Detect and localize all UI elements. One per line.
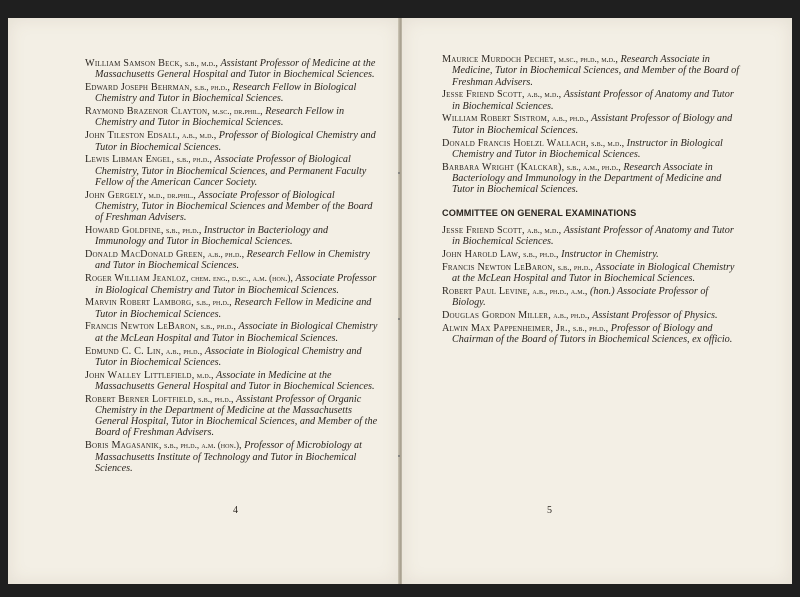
staff-position: Associate in Biological Chemistry at the McLean Hospital and Tutor in Biochemical Sciences. — [452, 261, 735, 284]
staff-position: Research Associate in Medicine, Tutor in Biochemical Sciences, and Member of the Board of Freshman Advisers. — [452, 54, 740, 88]
left-page-number: 4 — [233, 505, 238, 516]
right-page — [402, 18, 792, 584]
staff-entry: Douglas Gordon Miller, a.b., ph.d., Assistant Professor of Physics. — [442, 309, 718, 321]
staff-degrees: s.b., ph.d. — [523, 248, 556, 259]
staff-degrees: chem. eng., d.sc., a.m. (hon.) — [191, 273, 291, 284]
staff-degrees: s.b., ph.d. — [196, 297, 230, 308]
left-page-entries — [85, 58, 381, 476]
staff-entry: Raymond Brazenor Clayton, m.sc., dr.phil., Research Fellow in Chemistry and Tutor in Biochemical Sciences. — [85, 106, 345, 129]
staff-position: Research Associate in Bacteriology and Immunology in the Department of Medicine and Tutor in Biochemical Sciences. — [452, 161, 722, 196]
staff-degrees: a.b., ph.d. — [553, 309, 588, 320]
staff-name: Roger William Jeanloz — [85, 273, 187, 285]
staff-degrees: s.b., m.d. — [184, 58, 216, 68]
staff-position: Assistant Professor of Medicine at the Massachusetts General Hospital and Tutor in Biochemical Sciences. — [95, 58, 376, 81]
staff-entry: Robert Paul Levine, a.b., ph.d., a.m., (hon.) Associate Professor of Biology. — [442, 285, 709, 308]
staff-degrees: s.b., ph.d. — [165, 225, 199, 236]
staff-position: Assistant Professor of Physics. — [592, 309, 718, 321]
staff-entry: Edward Joseph Behrman, s.b., ph.d., Research Fellow in Biological Chemistry and Tutor in Biochemical Sciences. — [85, 82, 357, 105]
staff-entry: Lewis Libman Engel, s.b., ph.d., Associate Professor of Biological Chemistry, Tutor in Biochemical Sciences, and Permanent Faculty Fellow of the American Cancer Society. — [85, 154, 367, 188]
staff-name: Barbara Wright (Kalckar) — [442, 161, 562, 173]
binding-mark — [398, 172, 400, 174]
staff-entry: Marvin Robert Lamborg, s.b., ph.d., Research Fellow in Medicine and Tutor in Biochemical Sciences. — [85, 297, 372, 320]
staff-position: Assistant Professor of Anatomy and Tutor in Biochemical Sciences. — [452, 224, 734, 247]
staff-degrees: m.d., dr.phil. — [148, 189, 194, 200]
staff-position: Associate in Biological Chemistry and Tutor in Biochemical Sciences. — [95, 345, 362, 368]
staff-name: John Tileston Edsall — [85, 130, 178, 142]
staff-name: John Harold Law — [442, 248, 519, 260]
staff-degrees: m.sc., ph.d., m.d. — [558, 54, 616, 64]
staff-degrees: s.b., m.d. — [591, 137, 622, 148]
staff-entry: Jesse Friend Scott, a.b., m.d., Assistant Professor of Anatomy and Tutor in Biochemical Sciences. — [442, 89, 734, 112]
staff-position: Research Fellow in Chemistry and Tutor in Biochemical Sciences. — [95, 106, 345, 129]
staff-degrees: a.b., m.d. — [527, 224, 559, 235]
staff-entry: Edmund C. C. Lin, a.b., ph.d., Associate in Biological Chemistry and Tutor in Biochemical Sciences. — [85, 345, 362, 368]
staff-entry: John Walley Littlefield, m.d., Associate in Medicine at the Massachusetts General Hospital and Tutor in Biochemical Sciences. — [85, 369, 375, 392]
staff-position: Professor of Biology and Chairman of the Board of Tutors in Biochemical Sciences, ex officio. — [452, 322, 733, 345]
staff-entry: John Harold Law, s.b., ph.d., Instructor in Chemistry. — [442, 248, 659, 260]
staff-degrees: s.b., ph.d. — [572, 322, 606, 333]
staff-name: Raymond Brazenor Clayton — [85, 106, 208, 118]
staff-position: Instructor in Chemistry. — [561, 248, 659, 260]
staff-position: Associate in Medicine at the Massachusetts General Hospital and Tutor in Biochemical Sciences. — [95, 369, 375, 392]
staff-entry: John Gergely, m.d., dr.phil., Associate Professor of Biological Chemistry, Tutor in Biochemical Sciences and Member of the Board of Freshman Advisers. — [85, 189, 373, 224]
staff-name: Donald MacDonald Green — [85, 249, 203, 261]
staff-name: William Robert Sistrom — [442, 113, 548, 125]
staff-degrees: a.b., m.d. — [182, 130, 214, 141]
right-page-entries — [442, 54, 744, 347]
faculty-list-continued — [442, 54, 744, 195]
staff-name: Jesse Friend Scott — [442, 89, 522, 101]
staff-degrees: a.b., m.d. — [527, 89, 559, 100]
binding-mark — [398, 318, 400, 320]
staff-position: Associate in Biological Chemistry at the McLean Hospital and Tutor in Biochemical Sciences. — [95, 321, 378, 344]
binding-mark — [398, 455, 400, 457]
staff-entry: Boris Magasanik, s.b., ph.d., a.m. (hon.), Professor of Microbiology at Massachusetts Institute of Technology and Tutor in Biochemical Sciences. — [85, 440, 362, 474]
staff-name: Francis Newton LeBaron — [85, 321, 196, 333]
committee-list — [442, 225, 744, 345]
staff-name: Lewis Libman Engel — [85, 154, 172, 166]
staff-name: Edward Joseph Behrman — [85, 82, 190, 94]
staff-entry: Alwin Max Pappenheimer, Jr., s.b., ph.d., Professor of Biology and Chairman of the Board of Tutors in Biochemical Sciences, ex officio. — [442, 322, 733, 345]
staff-entry: William Robert Sistrom, a.b., ph.d., Assistant Professor of Biology and Tutor in Biochemical Sciences. — [442, 113, 733, 136]
staff-name: Robert Paul Levine — [442, 285, 528, 297]
staff-entry: Roger William Jeanloz, chem. eng., d.sc., a.m. (hon.), Associate Professor in Biological Chemistry and Tutor in Biochemical Sciences. — [85, 273, 377, 296]
staff-position: Associate Professor of Biological Chemistry, Tutor in Biochemical Sciences and Member of the Board of Freshman Advisers. — [95, 189, 373, 224]
staff-degrees: s.b., a.m., ph.d. — [566, 161, 619, 172]
staff-name: Douglas Gordon Miller — [442, 309, 549, 321]
staff-degrees: s.b., ph.d. — [198, 393, 231, 404]
staff-entry: Francis Newton LeBaron, s.b., ph.d., Associate in Biological Chemistry at the McLean Hospital and Tutor in Biochemical Sciences. — [85, 321, 378, 344]
staff-entry: Barbara Wright (Kalckar), s.b., a.m., ph.d., Research Associate in Bacteriology and Immunology in the Department of Medicine and Tutor in Biochemical Sciences. — [442, 161, 722, 196]
staff-position: Professor of Biological Chemistry and Tutor in Biochemical Sciences. — [95, 130, 376, 153]
staff-position: Associate Professor in Biological Chemistry and Tutor in Biochemical Sciences. — [95, 273, 377, 296]
staff-name: Maurice Murdoch Pechet — [442, 54, 554, 65]
staff-entry: Donald Francis Hoelzl Wallach, s.b., m.d., Instructor in Biological Chemistry and Tutor in Biochemical Sciences. — [442, 137, 723, 160]
staff-entry: Jesse Friend Scott, a.b., m.d., Assistant Professor of Anatomy and Tutor in Biochemical Sciences. — [442, 224, 734, 247]
staff-degrees: a.b., ph.d. — [552, 113, 586, 124]
staff-degrees: a.b., ph.d. — [207, 249, 242, 260]
staff-degrees: s.b., ph.d. — [557, 261, 591, 272]
staff-entry: Howard Goldfine, s.b., ph.d., Instructor in Bacteriology and Immunology and Tutor in Biochemical Sciences. — [85, 225, 329, 248]
staff-degrees: s.b., ph.d. — [194, 82, 228, 93]
staff-name: Donald Francis Hoelzl Wallach — [442, 137, 586, 149]
staff-entry: Maurice Murdoch Pechet, m.sc., ph.d., m.d., Research Associate in Medicine, Tutor in Biochemical Sciences, and Member of the Board of Freshman Advisers. — [442, 54, 740, 88]
staff-name: John Gergely — [85, 189, 144, 201]
staff-degrees: a.b., ph.d., a.m. — [532, 285, 585, 296]
staff-name: William Samson Beck — [85, 58, 180, 69]
staff-name: Boris Magasanik — [85, 440, 159, 452]
staff-position: Assistant Professor of Anatomy and Tutor in Biochemical Sciences. — [452, 89, 734, 112]
staff-name: Francis Newton LeBaron — [442, 261, 553, 273]
staff-position: Associate Professor of Biological Chemistry, Tutor in Biochemical Sciences, and Permanent Faculty Fellow of the American Cancer Society. — [95, 154, 367, 188]
staff-degrees: s.b., ph.d. — [176, 154, 210, 165]
staff-entry: Robert Berner Loftfield, s.b., ph.d., Assistant Professor of Organic Chemistry in the Department of Medicine at the Massachusetts General Hospital, Tutor in Biochemical Sciences, and Member of the Board of Freshman Advisers. — [85, 393, 378, 439]
staff-degrees: m.d. — [196, 369, 211, 380]
staff-name: Robert Berner Loftfield — [85, 393, 194, 405]
staff-name: Alwin Max Pappenheimer, Jr. — [442, 322, 568, 334]
staff-position: Research Fellow in Medicine and Tutor in Biochemical Sciences. — [95, 297, 372, 320]
staff-position: Instructor in Bacteriology and Immunology and Tutor in Biochemical Sciences. — [95, 225, 329, 248]
staff-entry: William Samson Beck, s.b., m.d., Assistant Professor of Medicine at the Massachusetts General Hospital and Tutor in Biochemical Sciences. — [85, 58, 376, 81]
staff-position: Research Fellow in Chemistry and Tutor in Biochemical Sciences. — [95, 249, 370, 272]
staff-entry: Francis Newton LeBaron, s.b., ph.d., Associate in Biological Chemistry at the McLean Hospital and Tutor in Biochemical Sciences. — [442, 261, 735, 284]
staff-name: Howard Goldfine — [85, 225, 161, 237]
staff-name: John Walley Littlefield — [85, 369, 192, 381]
staff-entry: John Tileston Edsall, a.b., m.d., Professor of Biological Chemistry and Tutor in Biochemical Sciences. — [85, 130, 376, 153]
committee-heading: COMMITTEE ON GENERAL EXAMINATIONS — [442, 208, 637, 219]
left-page — [8, 18, 399, 584]
staff-entry: Donald MacDonald Green, a.b., ph.d., Research Fellow in Chemistry and Tutor in Biochemical Sciences. — [85, 249, 370, 272]
right-page-number: 5 — [547, 505, 552, 516]
staff-degrees: s.b., ph.d. — [200, 321, 234, 332]
staff-position: Assistant Professor of Biology and Tutor in Biochemical Sciences. — [452, 113, 733, 136]
staff-name: Marvin Robert Lamborg — [85, 297, 192, 309]
staff-position: Assistant Professor of Organic Chemistry in the Department of Medicine at the Massachusetts General Hospital, Tutor in Biochemical Sciences, and Member of the Board of Freshman Advisers. — [95, 393, 378, 439]
staff-degrees: s.b., ph.d., a.m. (hon.) — [164, 440, 240, 451]
staff-position: Instructor in Biological Chemistry and Tutor in Biochemical Sciences. — [452, 137, 723, 160]
staff-position: Research Fellow in Biological Chemistry and Tutor in Biochemical Sciences. — [95, 82, 357, 105]
staff-degrees: m.sc., dr.phil. — [212, 106, 261, 117]
staff-position: Professor of Microbiology at Massachusetts Institute of Technology and Tutor in Biochemical Sciences. — [95, 440, 362, 474]
staff-name: Edmund C. C. Lin — [85, 345, 161, 357]
staff-name: Jesse Friend Scott — [442, 224, 522, 236]
staff-degrees: a.b., ph.d. — [165, 345, 200, 356]
staff-position: (hon.) Associate Professor of Biology. — [452, 285, 709, 308]
